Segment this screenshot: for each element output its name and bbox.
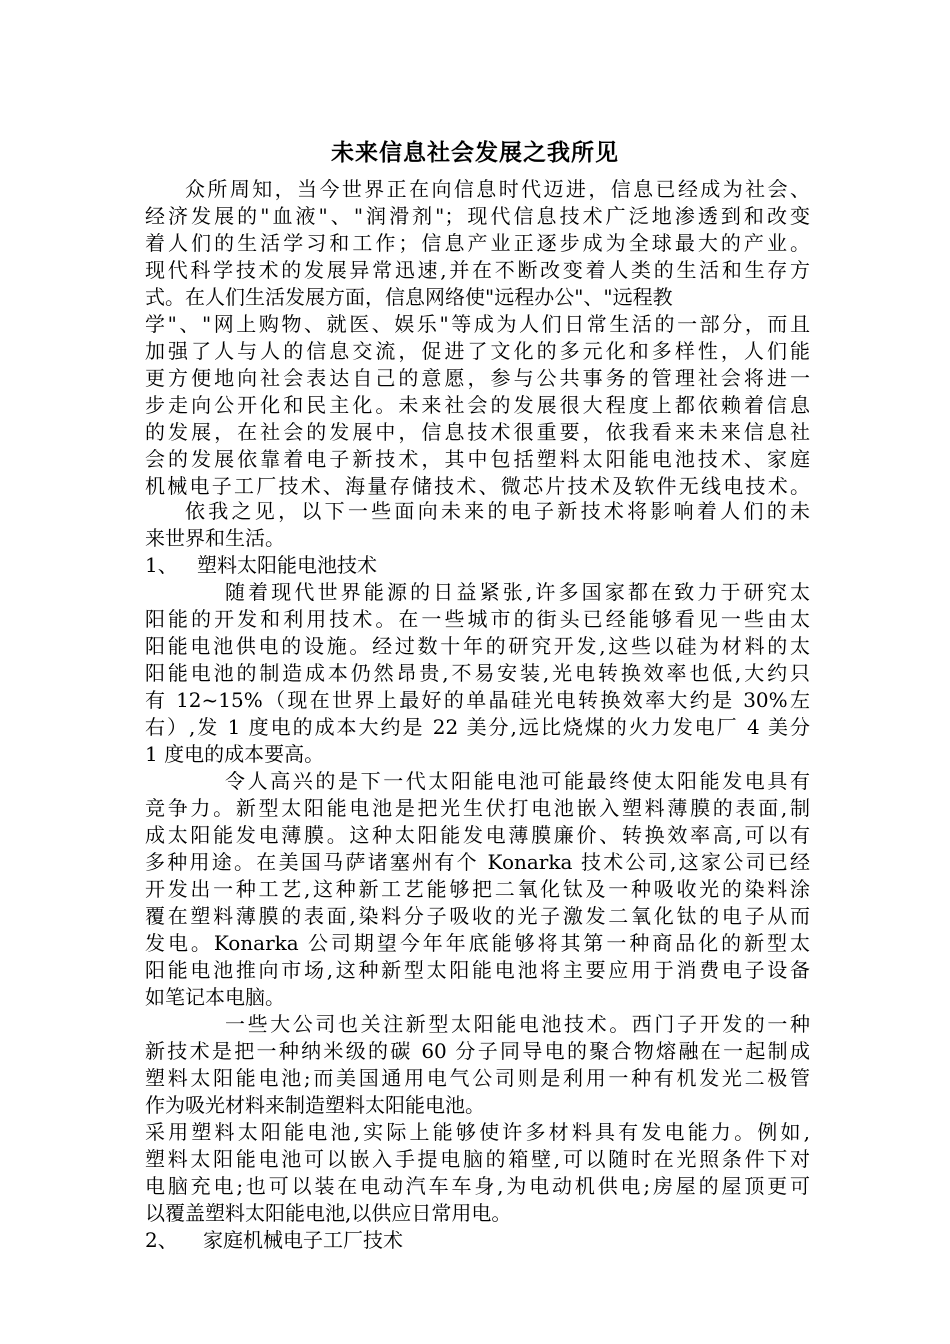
text-line: 如笔记本电脑。: [145, 985, 285, 1009]
text-line: 现代科学技术的发展异常迅速,并在不断改变着人类的生活和生存方: [145, 258, 810, 282]
text-line: 电脑充电;也可以装在电动汽车车身,为电动机供电;房屋的屋顶更可: [145, 1174, 810, 1198]
text-line: 采用塑料太阳能电池,实际上能够使许多材料具有发电能力。例如,: [145, 1120, 810, 1144]
text-line: 会的发展依靠着电子新技术，其中包括塑料太阳能电池技术、家庭: [145, 447, 810, 471]
section-1-body: [145, 579, 810, 1254]
text-line: 阳能的开发和利用技术。在一些城市的街头已经能够看见一些由太: [145, 607, 810, 631]
text-line: 步走向公开化和民主化。未来社会的发展很大程度上都依赖着信息: [145, 393, 810, 417]
section-title: 家庭机械电子工厂技术: [203, 1228, 403, 1252]
text-line: 的发展，在社会的发展中，信息技术很重要，依我看来未来信息社: [145, 420, 810, 444]
text-line: 成太阳能发电薄膜。这种太阳能发电薄膜廉价、转换效率高,可以有: [145, 823, 810, 847]
section-number: 1、: [145, 553, 178, 577]
section-number: 2、: [145, 1228, 178, 1252]
text-line: 塑料太阳能电池可以嵌入手提电脑的箱壁,可以随时在光照条件下对: [145, 1147, 810, 1171]
section-heading-2: [145, 1227, 810, 1254]
text-line: 阳能电池推向市场,这种新型太阳能电池将主要应用于消费电子设备: [145, 958, 810, 982]
text-line: 加强了人与人的信息交流，促进了文化的多元化和多样性，人们能: [145, 339, 810, 363]
text-line: 依我之见，以下一些面向未来的电子新技术将影响着人们的未: [185, 499, 810, 523]
text-line: 机械电子工厂技术、海量存储技术、微芯片技术及软件无线电技术。: [145, 474, 810, 498]
text-line: 着人们的生活学习和工作；信息产业正逐步成为全球最大的产业。: [145, 231, 810, 255]
text-line: 1 度电的成本要高。: [145, 742, 325, 766]
text-line: 令人高兴的是下一代太阳能电池可能最终使太阳能发电具有: [225, 769, 810, 793]
text-line: 一些大公司也关注新型太阳能电池技术。西门子开发的一种: [225, 1012, 810, 1036]
section-title: 塑料太阳能电池技术: [197, 553, 377, 577]
text-line: 右）,发 1 度电的成本大约是 22 美分,远比烧煤的火力发电厂 4 美分: [145, 715, 810, 739]
text-line: 覆在塑料薄膜的表面,染料分子吸收的光子激发二氧化钛的电子从而: [145, 904, 810, 928]
paragraph-intro: [145, 176, 810, 500]
text-line: 有 12~15%（现在世界上最好的单晶硅光电转换效率大约是 30%左: [145, 688, 810, 712]
text-line: 多种用途。在美国马萨诸塞州有个 Konarka 技术公司,这家公司已经: [145, 850, 810, 874]
section-heading-1: [145, 552, 810, 579]
text-line: 以覆盖塑料太阳能电池,以供应日常用电。: [145, 1201, 512, 1225]
text-line: 发电。Konarka 公司期望今年年底能够将其第一种商品化的新型太: [145, 931, 810, 955]
text-line: 式。在人们生活发展方面，信息网络使"远程办公"、"远程教: [145, 285, 673, 309]
text-line: 阳能电池的制造成本仍然昂贵,不易安装,光电转换效率也低,大约只: [145, 661, 810, 685]
text-line: 学"、"网上购物、就医、娱乐"等成为人们日常生活的一部分，而且: [145, 312, 810, 336]
text-line: 开发出一种工艺,这种新工艺能够把二氧化钛及一种吸收光的染料涂: [145, 877, 810, 901]
text-line: 经济发展的"血液"、"润滑剂"；现代信息技术广泛地渗透到和改变: [145, 204, 810, 228]
document-title: 未来信息社会发展之我所见: [331, 140, 619, 166]
text-line: 来世界和生活。: [145, 526, 285, 550]
text-line: 更方便地向社会表达自己的意愿，参与公共事务的管理社会将进一: [145, 366, 810, 390]
text-line: 新技术是把一种纳米级的碳 60 分子同导电的聚合物熔融在一起制成: [145, 1039, 810, 1063]
paragraph-outlook: [145, 498, 810, 579]
text-line: 塑料太阳能电池;而美国通用电气公司则是利用一种有机发光二极管: [145, 1066, 810, 1090]
text-line: 随着现代世界能源的日益紧张,许多国家都在致力于研究太: [225, 580, 810, 604]
text-line: 作为吸光材料来制造塑料太阳能电池。: [145, 1093, 485, 1117]
text-line: 竞争力。新型太阳能电池是把光生伏打电池嵌入塑料薄膜的表面,制: [145, 796, 810, 820]
text-line: 阳能电池供电的设施。经过数十年的研究开发,这些以硅为材料的太: [145, 634, 810, 658]
text-line: 众所周知，当今世界正在向信息时代迈进，信息已经成为社会、: [185, 177, 810, 201]
